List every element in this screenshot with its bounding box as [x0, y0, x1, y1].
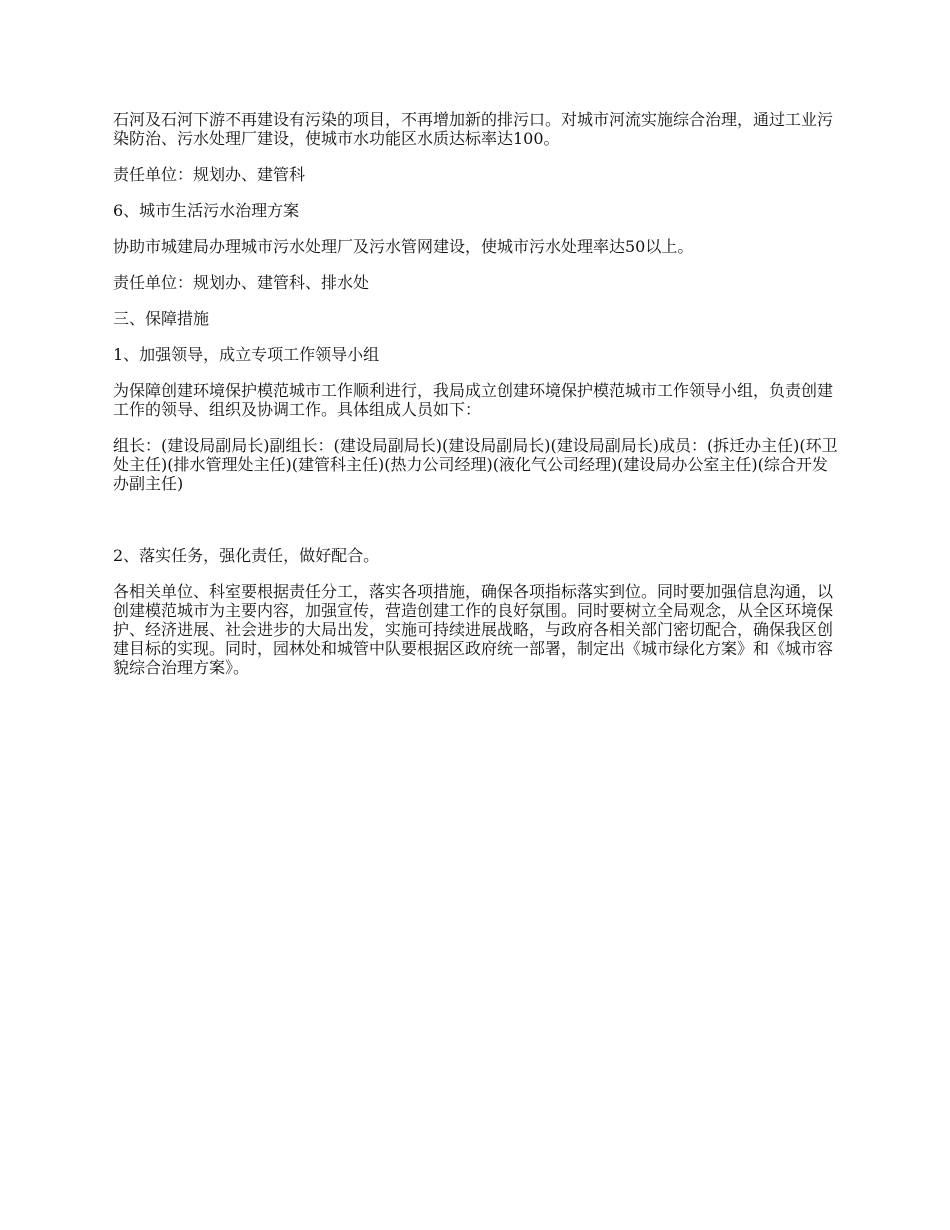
- paragraph-responsible-units-1: 责任单位：规划办、建管科: [113, 165, 306, 184]
- paragraph-leadership-intro: 为保障创建环境保护模范城市工作顺利进行，我局成立创建环境保护模范城市工作领导小组，负责创建工作的领导、组织及协调工作。具体组成人员如下：: [113, 381, 834, 419]
- paragraph-group-members: 组长：(建设局副局长)副组长：(建设局副局长)(建设局副局长)(建设局副局长)成员：(拆迁办主任)(环卫处主任)(排水管理处主任)(建管科主任)(热力公司经理)(液化气公司经理)(建设局办公室主任)(综合开发办副主任): [113, 436, 838, 493]
- heading-sewage-plan: 6、城市生活污水治理方案: [113, 201, 300, 220]
- heading-leadership-group: 1、加强领导，成立专项工作领导小组: [113, 345, 380, 364]
- paragraph-sewage-treatment: 协助市城建局办理城市污水处理厂及污水管网建设，使城市污水处理率达50以上。: [113, 237, 694, 256]
- document-body: [113, 110, 843, 694]
- paragraph-river-pollution: 石河及石河下游不再建设有污染的项目，不再增加新的排污口。对城市河流实施综合治理，通过工业污染防治、污水处理厂建设，使城市水功能区水质达标率达100。: [113, 110, 834, 148]
- paragraph-responsible-units-2: 责任单位：规划办、建管科、排水处: [113, 273, 370, 292]
- heading-safeguard-measures: 三、保障措施: [113, 309, 210, 328]
- heading-implement-tasks: 2、落实任务，强化责任，做好配合。: [113, 546, 380, 565]
- paragraph-cooperation: 各相关单位、科室要根据责任分工，落实各项措施，确保各项指标落实到位。同时要加强信息沟通，以创建模范城市为主要内容，加强宣传，营造创建工作的良好氛围。同时要树立全局观念，从全区环境保护、经济进展、社会进步的大局出发，实施可持续进展战略，与政府各相关部门密切配合，确保我区创建目标的实现。同时，园林处和城管中队要根据区政府统一部署，制定出《城市绿化方案》和《城市容貌综合治理方案》。: [113, 582, 834, 677]
- blank-line: [113, 510, 843, 546]
